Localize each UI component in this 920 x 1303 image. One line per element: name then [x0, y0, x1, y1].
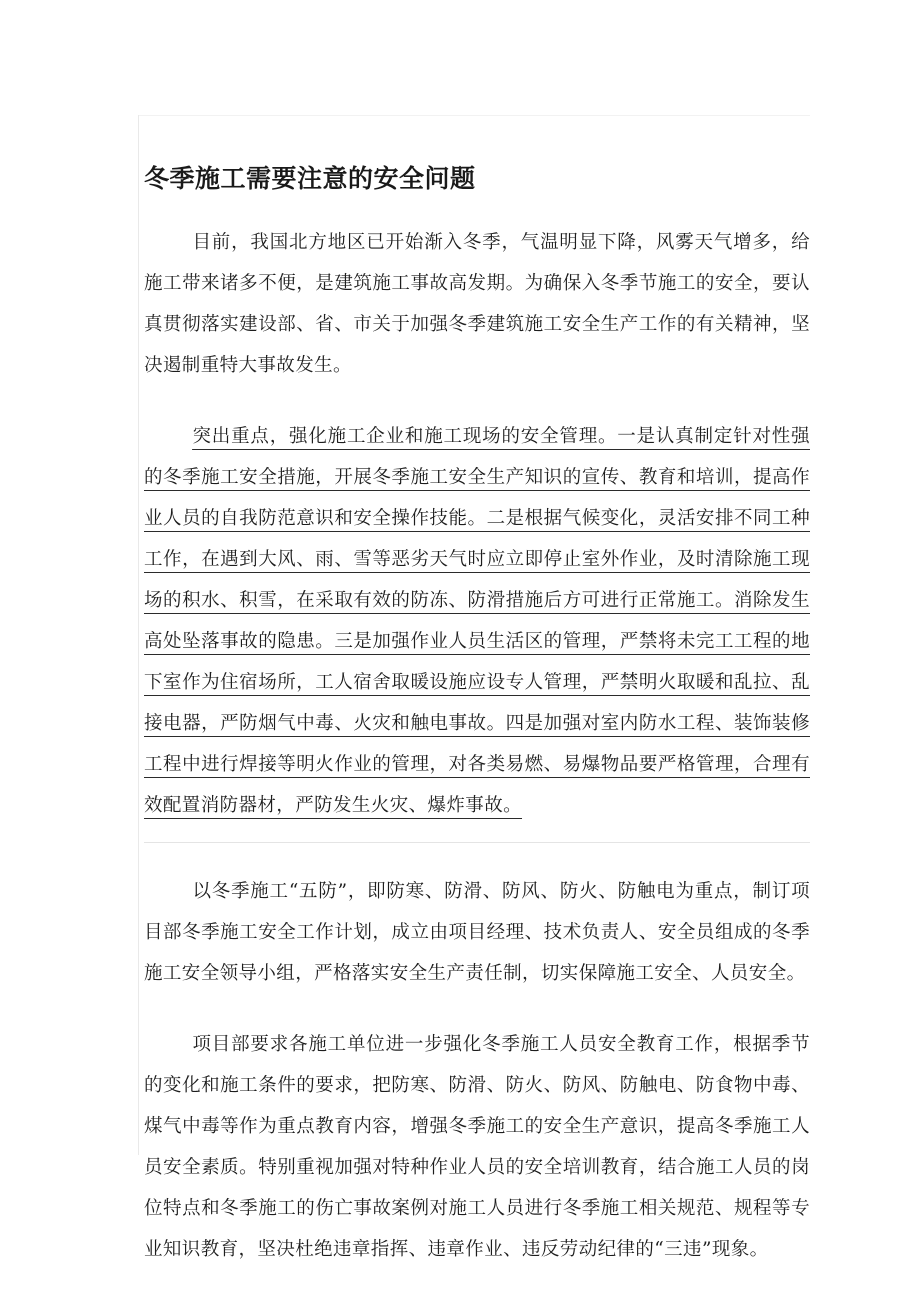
paragraph-4 — [144, 1024, 810, 1270]
paragraph-spacer-3 — [144, 994, 810, 1024]
page-frame-left-rule — [138, 115, 139, 1155]
paragraph-3-text: 以冬季施工“五防”，即防寒、防滑、防风、防火、防触电为重点，制订项目部冬季施工安全工作计划，成立由项目经理、技术负责人、安全员组成的冬季施工安全领导小组，严格落实安全生产责任制，切实保障施工安全、人员安全。 — [144, 881, 810, 984]
paragraph-spacer-2a — [144, 826, 810, 842]
paragraph-spacer-2b — [144, 843, 810, 871]
paragraph-3 — [144, 871, 810, 994]
paragraph-spacer-1 — [144, 386, 810, 416]
document-body — [144, 222, 810, 1270]
paragraph-4-text: 项目部要求各施工单位进一步强化冬季施工人员安全教育工作，根据季节的变化和施工条件的要求，把防寒、防滑、防火、防风、防触电、防食物中毒、煤气中毒等作为重点教育内容，增强冬季施工的安全生产意识，提高冬季施工人员安全素质。特别重视加强对特种作业人员的安全培训教育，结合施工人员的岗位特点和冬季施工的伤亡事故案例对施工人员进行冬季施工相关规范、规程等专业知识教育，坚决杜绝违章指挥、违章作业、违反劳动纪律的“三违”现象。 — [144, 1034, 810, 1260]
paragraph-2-text: 突出重点，强化施工企业和施工现场的安全管理。一是认真制定针对性强的冬季施工安全措施，开展冬季施工安全生产知识的宣传、教育和培训，提高作业人员的自我防范意识和安全操作技能。二是根据气候变化，灵活安排不同工种工作，在遇到大风、雨、雪等恶劣天气时应立即停止室外作业，及时清除施工现场的积水、积雪，在采取有效的防冻、防滑措施后方可进行正常施工。消除发生高处坠落事故的隐患。三是加强作业人员生活区的管理，严禁将未完工工程的地下室作为住宿场所，工人宿舍取暖设施应设专人管理，严禁明火取暖和乱拉、乱接电器，严防烟气中毒、火灾和触电事故。四是加强对室内防水工程、装饰装修工程中进行焊接等明火作业的管理，对各类易燃、易爆物品要严格管理，合理有效配置消防器材，严防发生火灾、爆炸事故。 — [144, 426, 810, 816]
page-title: 冬季施工需要注意的安全问题 — [144, 164, 476, 193]
paragraph-2 — [144, 416, 810, 826]
paragraph-1-text: 目前，我国北方地区已开始渐入冬季，气温明显下降，风雾天气增多，给施工带来诸多不便，是建筑施工事故高发期。为确保入冬季节施工的安全，要认真贯彻落实建设部、省、市关于加强冬季建筑施工安全生产工作的有关精神，坚决遏制重特大事故发生。 — [144, 232, 810, 376]
paragraph-1 — [144, 222, 810, 386]
page-frame-top-rule — [138, 115, 810, 116]
